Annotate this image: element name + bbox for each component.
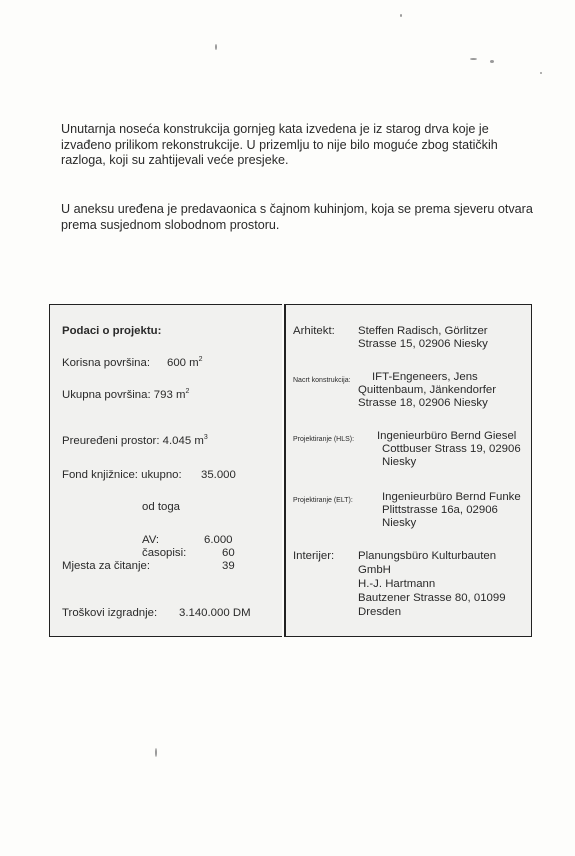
- elt-line: Plittstrasse 16a, 02906: [382, 504, 498, 516]
- scan-speck: [490, 60, 494, 63]
- scan-speck: [540, 72, 542, 74]
- interijer-label: Interijer:: [293, 550, 335, 562]
- interijer-line: Planungsbüro Kulturbauten: [358, 550, 497, 562]
- nacrt-line: Strasse 18, 02906 Niesky: [358, 397, 488, 409]
- credits-panel: [284, 304, 532, 637]
- interijer-line: GmbH: [358, 564, 391, 576]
- project-data-panel: [49, 304, 282, 637]
- scan-speck: [155, 748, 157, 757]
- scan-speck: [400, 14, 402, 17]
- hls-label: Projektiranje (HLS):: [293, 436, 355, 443]
- nacrt-line: Quittenbaum, Jänkendorfer: [358, 384, 497, 396]
- project-heading: Podaci o projektu:: [62, 325, 162, 337]
- hls-line: Cottbuser Strass 19, 02906: [382, 443, 521, 455]
- interijer-line: Bautzener Strasse 80, 01099: [358, 592, 506, 604]
- elt-line: Ingenieurbüro Bernd Funke: [382, 491, 521, 503]
- elt-line: Niesky: [382, 517, 417, 529]
- fond-label: Fond knjižnice: ukupno:: [62, 469, 182, 481]
- nacrt-label: Nacrt konstrukcija:: [293, 377, 351, 384]
- korisna-value: 600 $m^2$: [167, 356, 203, 369]
- body-paragraph: Unutarnja noseća konstrukcija gornjeg kata izvedena je iz starog drva koje je izvađeno prilikom rekonstrukcije. U prizemlju to nije bilo moguće zbog statičkih razloga, koji su zahtijevali veće presjeke.: [61, 122, 498, 167]
- nacrt-line: IFT-Engeneers, Jens: [372, 371, 478, 383]
- arhitekt-line: Strasse 15, 02906 Niesky: [358, 338, 488, 350]
- od-toga: od toga: [142, 501, 181, 513]
- ukupna-row: Ukupna površina: 793 $m^2$: [62, 388, 190, 401]
- av-label: AV:: [142, 534, 160, 546]
- korisna-label: Korisna površina:: [62, 357, 151, 369]
- elt-label: Projektiranje (ELT):: [293, 497, 353, 504]
- scan-speck: [470, 58, 477, 60]
- troskovi-value: 3.140.000 DM: [179, 607, 251, 619]
- hls-line: Ingenieurbüro Bernd Giesel: [377, 430, 517, 442]
- av-value: 6.000: [204, 534, 233, 546]
- mjesta-label: Mjesta za čitanje:: [62, 560, 150, 572]
- hls-line: Niesky: [382, 456, 417, 468]
- casopisi-value: 60: [222, 547, 235, 559]
- interijer-line: Dresden: [358, 606, 402, 618]
- casopisi-label: časopisi:: [142, 547, 187, 559]
- arhitekt-line: Steffen Radisch, Görlitzer: [358, 325, 488, 337]
- scan-speck: [215, 44, 217, 50]
- body-paragraph: U aneksu uređena je predavaonica s čajnom kuhinjom, koja se prema sjeveru otvara prema susjednom slobodnom prostoru.: [61, 202, 533, 232]
- fond-value: 35.000: [201, 469, 236, 481]
- arhitekt-label: Arhitekt:: [293, 325, 335, 337]
- interijer-line: H.-J. Hartmann: [358, 578, 436, 590]
- mjesta-value: 39: [222, 560, 235, 572]
- troskovi-label: Troškovi izgradnje:: [62, 607, 158, 619]
- preuredeni-row: Preuređeni prostor: 4.045 $m^3$: [62, 434, 208, 447]
